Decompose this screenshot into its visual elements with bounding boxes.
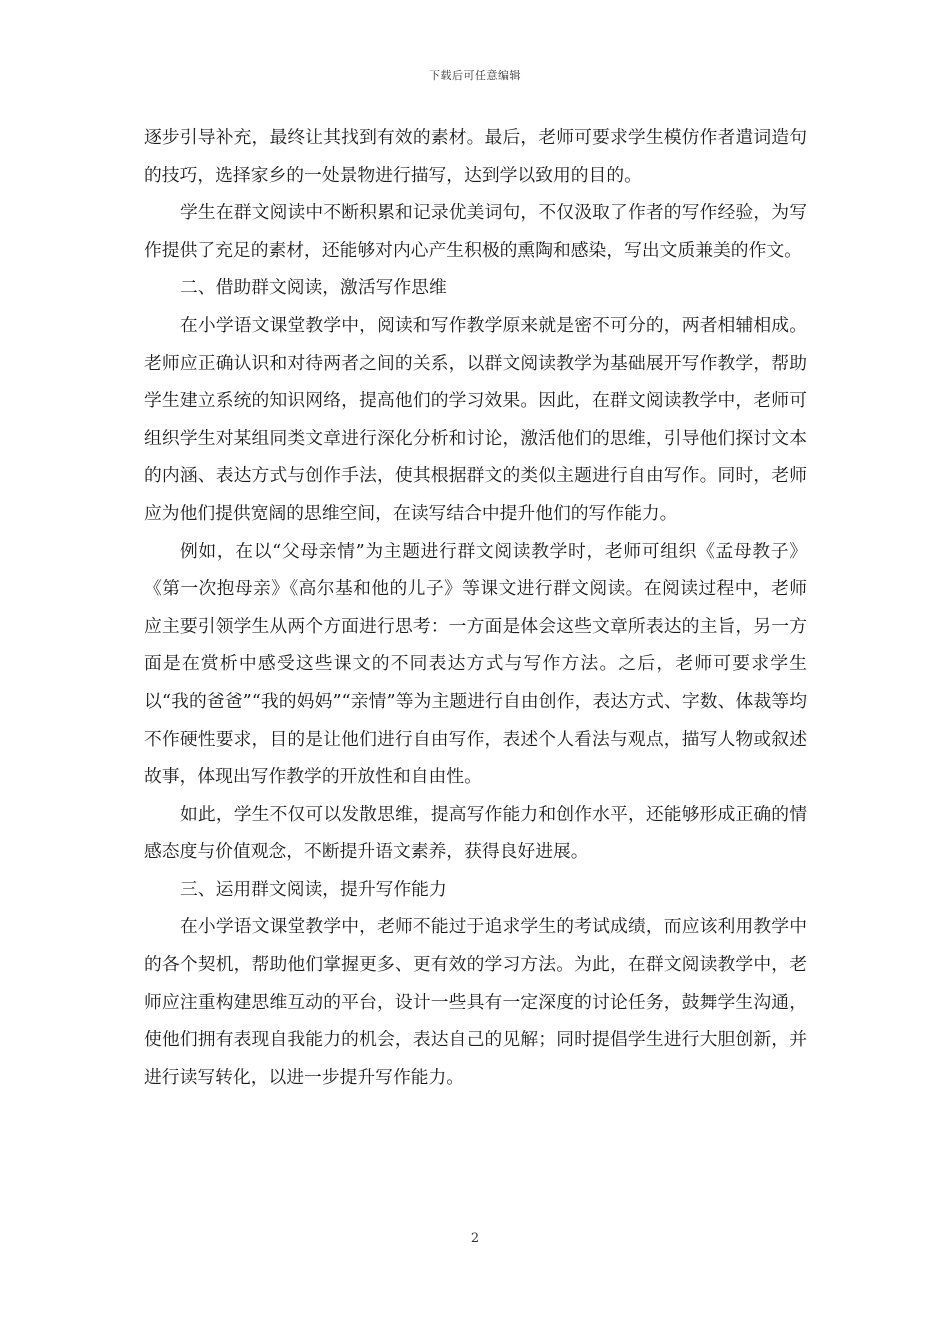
document-body — [144, 119, 807, 1096]
page-header: 下载后可任意编辑 — [429, 69, 521, 82]
paragraph: 在小学语文课堂教学中，老师不能过于追求学生的考试成绩，而应该利用教学中的各个契机，帮助他们掌握更多、更有效的学习方法。为此，在群文阅读教学中，老师应注重构建思维互动的平台，设计一些具有一定深度的讨论任务，鼓舞学生沟通，使他们拥有表现自我能力的机会，表达自己的见解；同时提倡学生进行大胆创新，并进行读写转化，以进一步提升写作能力。 — [144, 916, 807, 1088]
paragraph-continuation: 逐步引导补充，最终让其找到有效的素材。最后，老师可要求学生模仿作者遣词造句的技巧，选择家乡的一处景物进行描写，达到学以致用的目的。 — [144, 127, 807, 186]
paragraph: 在小学语文课堂教学中，阅读和写作教学原来就是密不可分的，两者相辅相成。老师应正确认识和对待两者之间的关系，以群文阅读教学为基础展开写作教学，帮助学生建立系统的知识网络，提高他们的学习效果。因此，在群文阅读教学中，老师可组织学生对某组同类文章进行深化分析和讨论，激活他们的思维，引导他们探讨文本的内涵、表达方式与创作手法，使其根据群文的类似主题进行自由写作。同时，老师应为他们提供宽阔的思维空间，在读写结合中提升他们的写作能力。 — [144, 314, 807, 524]
page-number: 2 — [470, 1231, 480, 1246]
paragraph: 学生在群文阅读中不断积累和记录优美词句，不仅汲取了作者的写作经验，为写作提供了充足的素材，还能够对内心产生积极的熏陶和感染，写出文质兼美的作文。 — [144, 202, 807, 261]
paragraph: 如此，学生不仅可以发散思维，提高写作能力和创作水平，还能够形成正确的情感态度与价值观念，不断提升语文素养，获得良好进展。 — [144, 803, 807, 863]
paragraph: 例如，在以“父母亲情”为主题进行群文阅读教学时，老师可组织《孟母教子》《第一次抱母亲》《高尔基和他的儿子》等课文进行群文阅读。在阅读过程中，老师应主要引领学生从两个方面进行思考：一方面是体会这些文章所表达的主旨，另一方面是在赏析中感受这些课文的不同表达方式与写作方法。之后，老师可要求学生以“我的爸爸”“我的妈妈”“亲情”等为主题进行自由创作，表达方式、字数、体裁等均不作硬性要求，目的是让他们进行自由写作，表述个人看法与观点，描写人物或叙述故事，体现出写作教学的开放性和自由性。 — [144, 540, 807, 788]
section-heading: 二、借助群文阅读，激活写作思维 — [180, 277, 447, 299]
section-heading: 三、运用群文阅读，提升写作能力 — [180, 878, 447, 900]
